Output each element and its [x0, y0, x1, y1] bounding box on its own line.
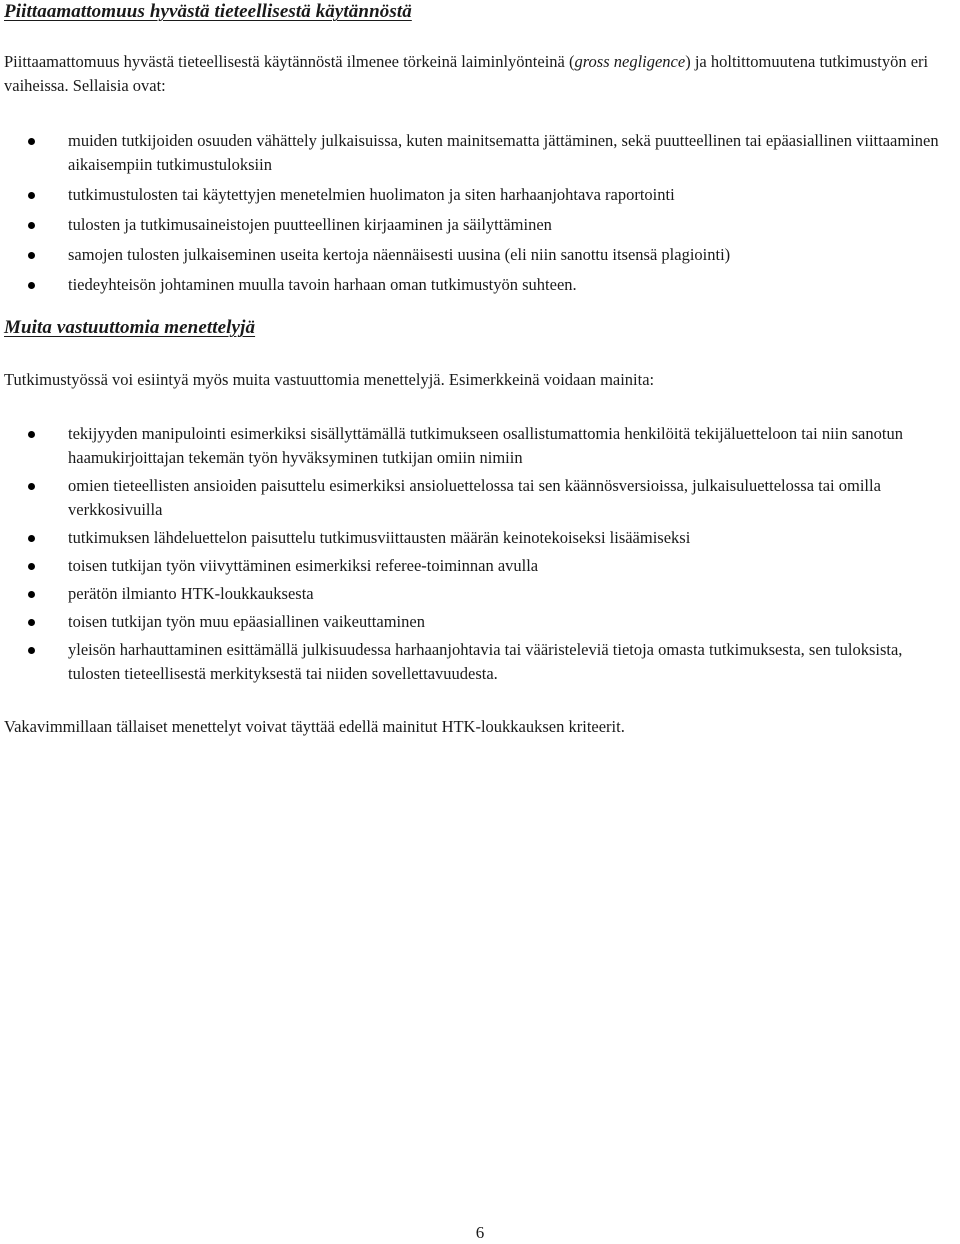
list-item-text: tutkimuksen lähdeluettelon paisuttelu tutkimusviittausten määrän keinotekoiseksi lisäämiseksi [68, 528, 691, 547]
page-number: 6 [475, 1223, 485, 1242]
list-item-text: samojen tulosten julkaiseminen useita kertoja näennäisesti uusina (eli niin sanottu itsensä plagiointi) [68, 245, 731, 264]
list-item [4, 526, 956, 550]
bullet-icon [28, 591, 35, 598]
list-item [4, 474, 956, 522]
list-item [4, 213, 956, 237]
section2-intro-paragraph: Tutkimustyössä voi esiintyä myös muita vastuuttomia menettelyjä. Esimerkkeinä voidaan mainita: [4, 370, 655, 389]
list-item-text: omien tieteellisten ansioiden paisuttelu esimerkiksi ansioluettelossa tai sen käännösversioissa, julkaisuluettelossa tai omilla verkkosivuilla [68, 476, 881, 519]
list-item [4, 273, 956, 297]
list-item [4, 582, 956, 606]
list-item [4, 183, 956, 207]
list-item-text: tekijyyden manipulointi esimerkiksi sisällyttämällä tutkimukseen osallistumattomia henkilöitä tekijäluetteloon tai niin sanotun haamukirjoittajan tekemän työn hyväksyminen tutkijan omiin nimiin [68, 424, 903, 467]
bullet-icon [28, 431, 35, 438]
list-item-text: yleisön harhauttaminen esittämällä julkisuudessa harhaanjohtavia tai vääristeleviä tietoja omasta tutkimuksesta, sen tuloksista, tulosten tieteellisestä merkityksestä tai niiden sovellettavuudesta. [68, 640, 903, 683]
bullet-icon [28, 619, 35, 626]
bullet-icon [28, 483, 35, 490]
bullet-icon [28, 138, 35, 145]
list-item [4, 129, 956, 177]
bullet-icon [28, 192, 35, 199]
bullet-icon [28, 535, 35, 542]
list-item [4, 243, 956, 267]
negligence-list [4, 129, 956, 297]
list-item-text: tutkimustulosten tai käytettyjen menetelmien huolimaton ja siten harhaanjohtava raportointi [68, 185, 675, 204]
list-item-text: toisen tutkijan työn viivyttäminen esimerkiksi referee-toiminnan avulla [68, 556, 539, 575]
list-item [4, 638, 956, 686]
list-item [4, 610, 956, 634]
list-item-text: tiedeyhteisön johtaminen muulla tavoin harhaan oman tutkimustyön suhteen. [68, 275, 577, 294]
list-item [4, 422, 956, 470]
section-heading-other-practices: Muita vastuuttomia menettelyjä [4, 317, 256, 338]
closing-paragraph: Vakavimmillaan tällaiset menettelyt voivat täyttää edellä mainitut HTK-loukkauksen kriteerit. [4, 717, 625, 736]
section-heading-negligence: Piittaamattomuus hyvästä tieteellisestä käytännöstä [4, 1, 412, 22]
bullet-icon [28, 647, 35, 654]
intro-text-start: Piittaamattomuus hyvästä tieteellisestä käytännöstä ilmenee törkeinä laiminlyönteinä ( [4, 52, 575, 71]
bullet-icon [28, 563, 35, 570]
list-item-text: muiden tutkijoiden osuuden vähättely julkaisuissa, kuten mainitsematta jättäminen, sekä puutteellinen tai epäasiallinen viittaaminen aikaisempiin tutkimustuloksiin [68, 131, 939, 174]
bullet-icon [28, 252, 35, 259]
intro-italic-term: gross negligence [574, 52, 686, 71]
intro-paragraph [4, 50, 954, 98]
bullet-icon [28, 222, 35, 229]
bullet-icon [28, 282, 35, 289]
intro-text-end: ) ja holtittomuutena tutkimustyön eri vaiheissa. Sellaisia ovat: [4, 52, 929, 95]
list-item-text: perätön ilmianto HTK-loukkauksesta [68, 584, 314, 603]
list-item [4, 554, 956, 578]
irresponsible-practices-list [4, 422, 956, 686]
list-item-text: tulosten ja tutkimusaineistojen puutteellinen kirjaaminen ja säilyttäminen [68, 215, 552, 234]
list-item-text: toisen tutkijan työn muu epäasiallinen vaikeuttaminen [68, 612, 425, 631]
